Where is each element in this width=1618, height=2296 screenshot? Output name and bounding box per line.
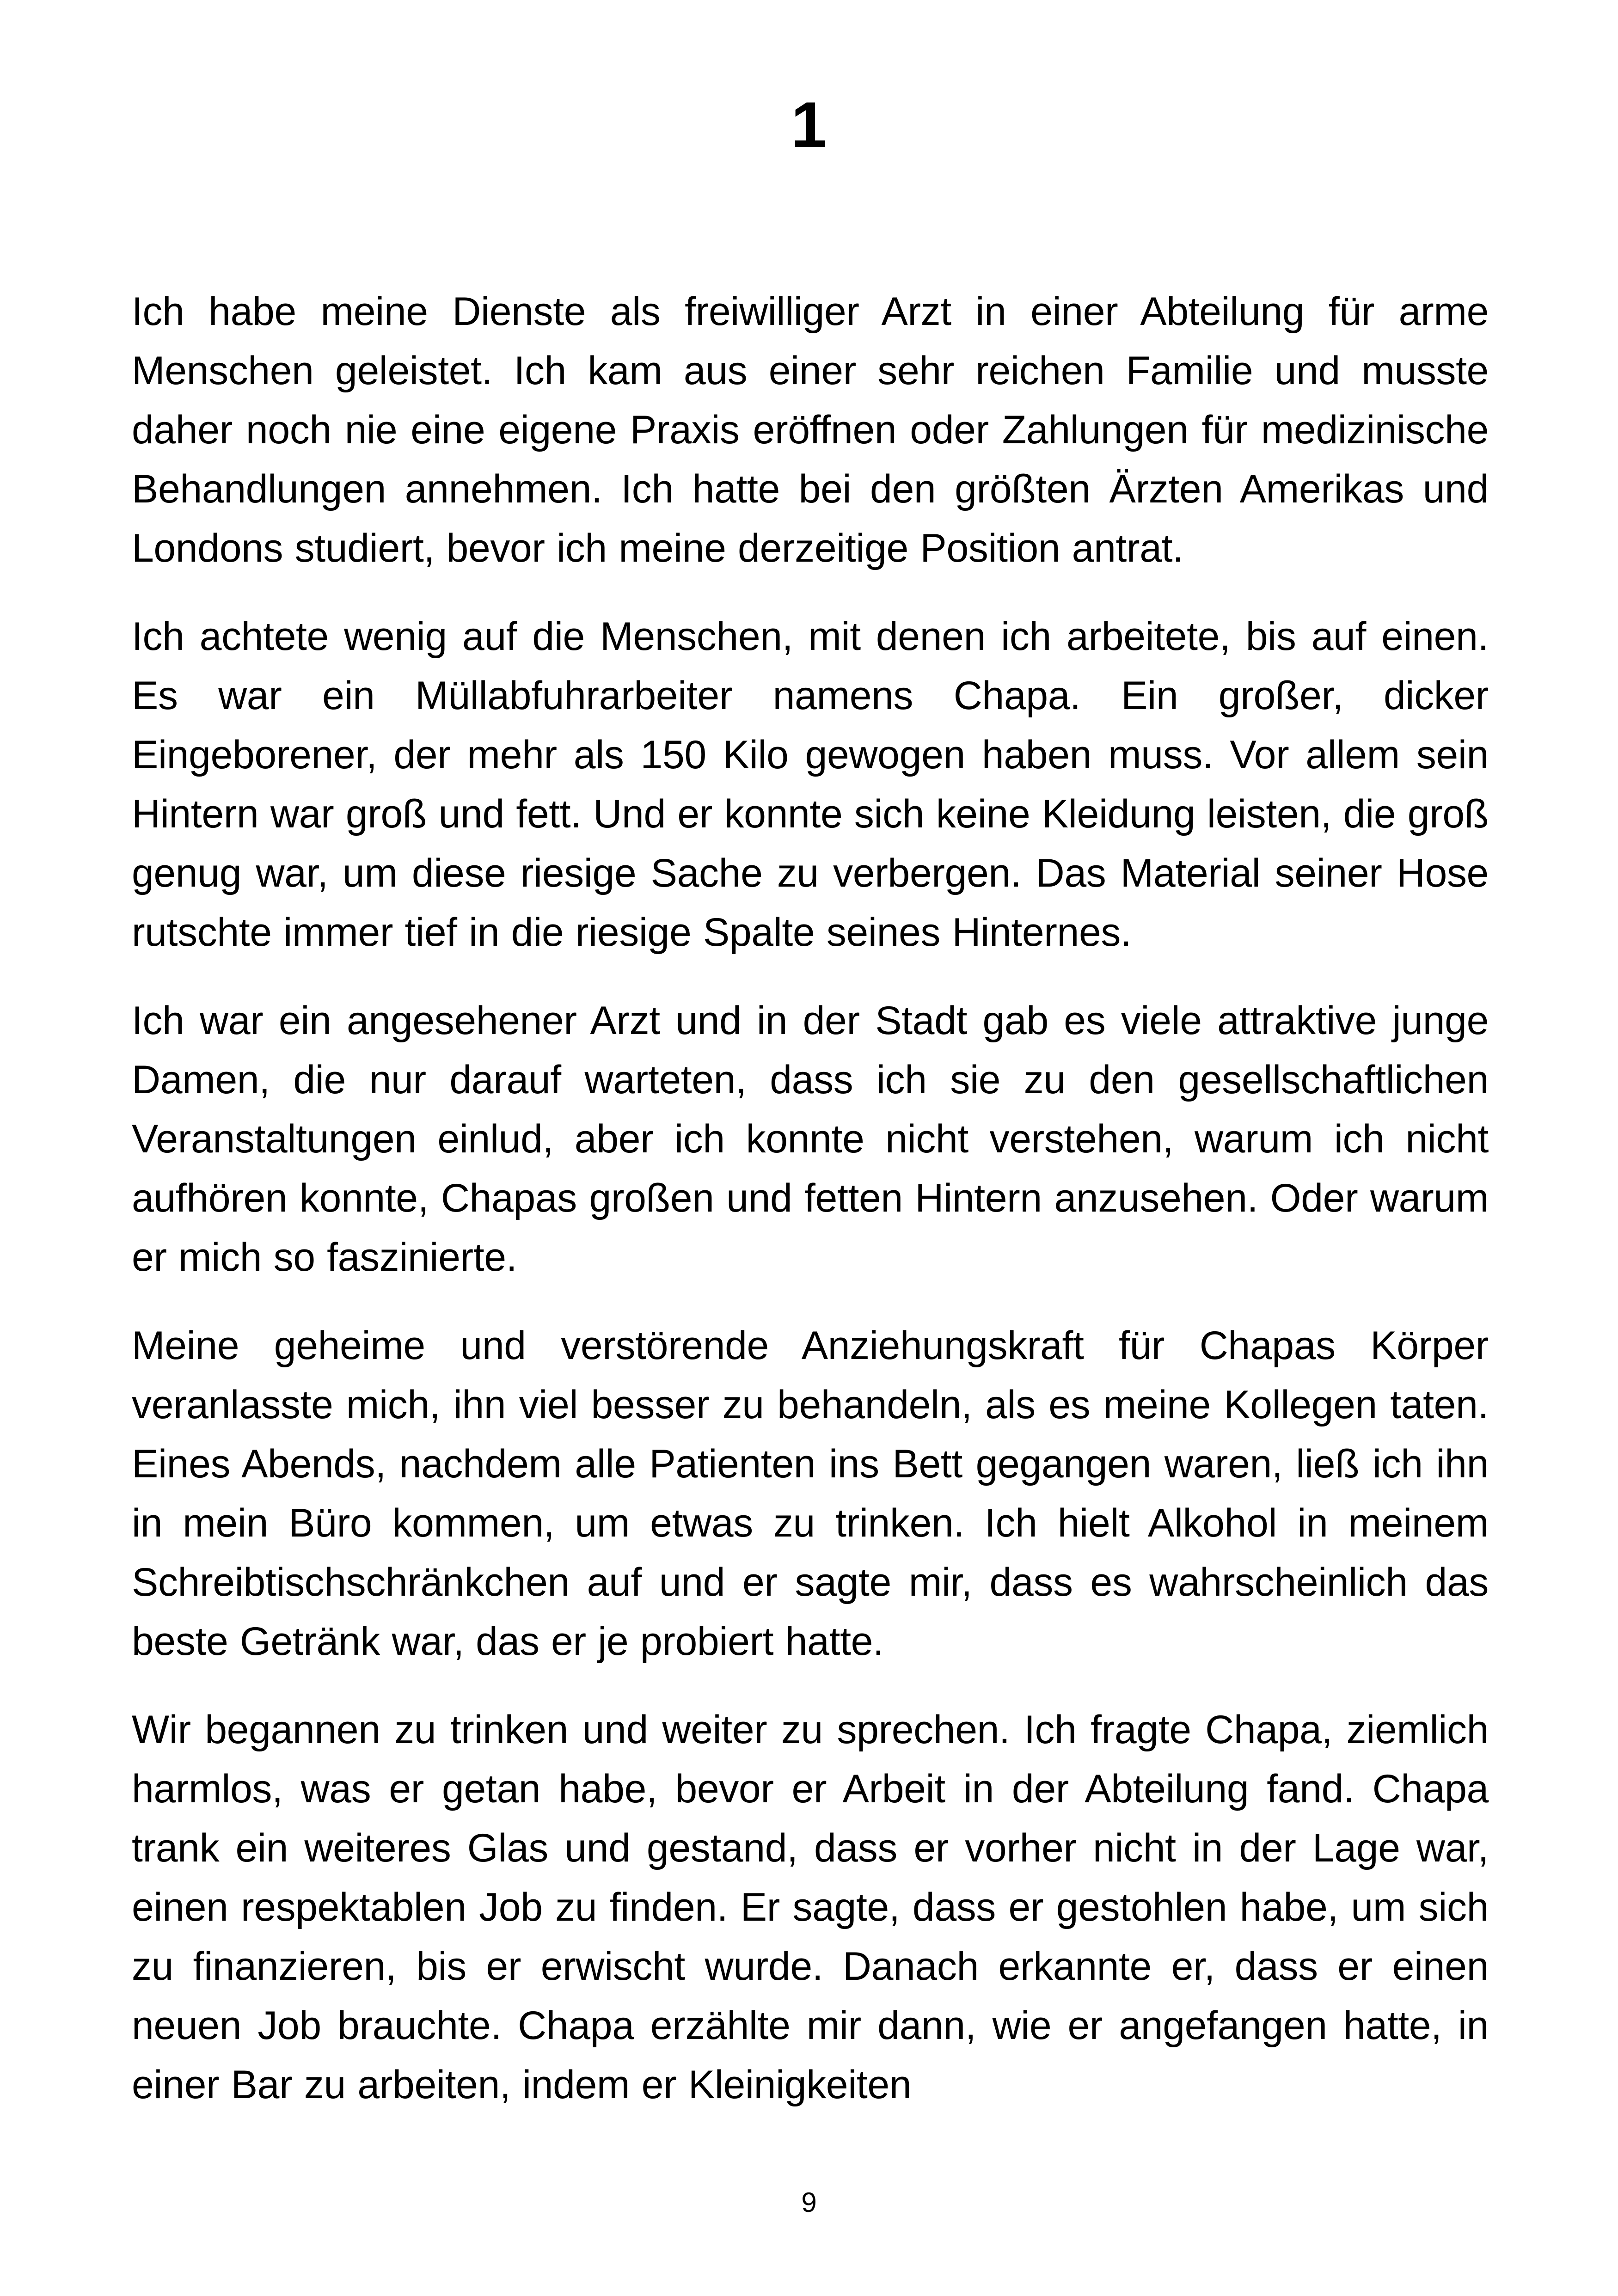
paragraph-1: Ich habe meine Dienste als freiwilliger Arzt in einer Abteilung für arme Menschen geleistet. Ich kam aus einer sehr reichen Familie und musste daher noch nie eine eigene Praxis eröffnen oder Zahlungen für medizinische Behandlungen annehmen. Ich hatte bei den größten Ärzten Amerikas und Londons studiert, bevor ich meine derzeitige Position antrat. — [132, 289, 1489, 570]
chapter-body — [132, 282, 1489, 2114]
chapter-number: 1 — [791, 88, 827, 161]
paragraph-5: Wir begannen zu trinken und weiter zu sprechen. Ich fragte Chapa, ziemlich harmlos, was er getan habe, bevor er Arbeit in der Abteilung fand. Chapa trank ein weiteres Glas und gestand, dass er vorher nicht in der Lage war, einen respektablen Job zu finden. Er sagte, dass er gestohlen habe, um sich zu finanzieren, bis er erwischt wurde. Danach erkannte er, dass er einen neuen Job brauchte. Chapa erzählte mir dann, wie er angefangen hatte, in einer Bar zu arbeiten, indem er Kleinigkeiten — [132, 1708, 1489, 2107]
paragraph-3: Ich war ein angesehener Arzt und in der Stadt gab es viele attraktive junge Damen, die nur darauf warteten, dass ich sie zu den gesellschaftlichen Veranstaltungen einlud, aber ich konnte nicht verstehen, warum ich nicht aufhören konnte, Chapas großen und fetten Hintern anzusehen. Oder warum er mich so faszinierte. — [132, 998, 1489, 1280]
paragraph-4: Meine geheime und verstörende Anziehungskraft für Chapas Körper veranlasste mich, ihn viel besser zu behandeln, als es meine Kollegen taten. Eines Abends, nachdem alle Patienten ins Bett gegangen waren, ließ ich ihn in mein Büro kommen, um etwas zu trinken. Ich hielt Alkohol in meinem Schreibtischschränkchen auf und er sagte mir, dass es wahrscheinlich das beste Getränk war, das er je probiert hatte. — [132, 1323, 1489, 1664]
paragraph-2: Ich achtete wenig auf die Menschen, mit denen ich arbeitete, bis auf einen. Es war ein Müllabfuhrarbeiter namens Chapa. Ein großer, dicker Eingeborener, der mehr als 150 Kilo gewogen haben muss. Vor allem sein Hintern war groß und fett. Und er konnte sich keine Kleidung leisten, die groß genug war, um diese riesige Sache zu verbergen. Das Material seiner Hose rutschte immer tief in die riesige Spalte seines Hinternes. — [132, 614, 1489, 955]
page-number: 9 — [801, 2187, 817, 2218]
